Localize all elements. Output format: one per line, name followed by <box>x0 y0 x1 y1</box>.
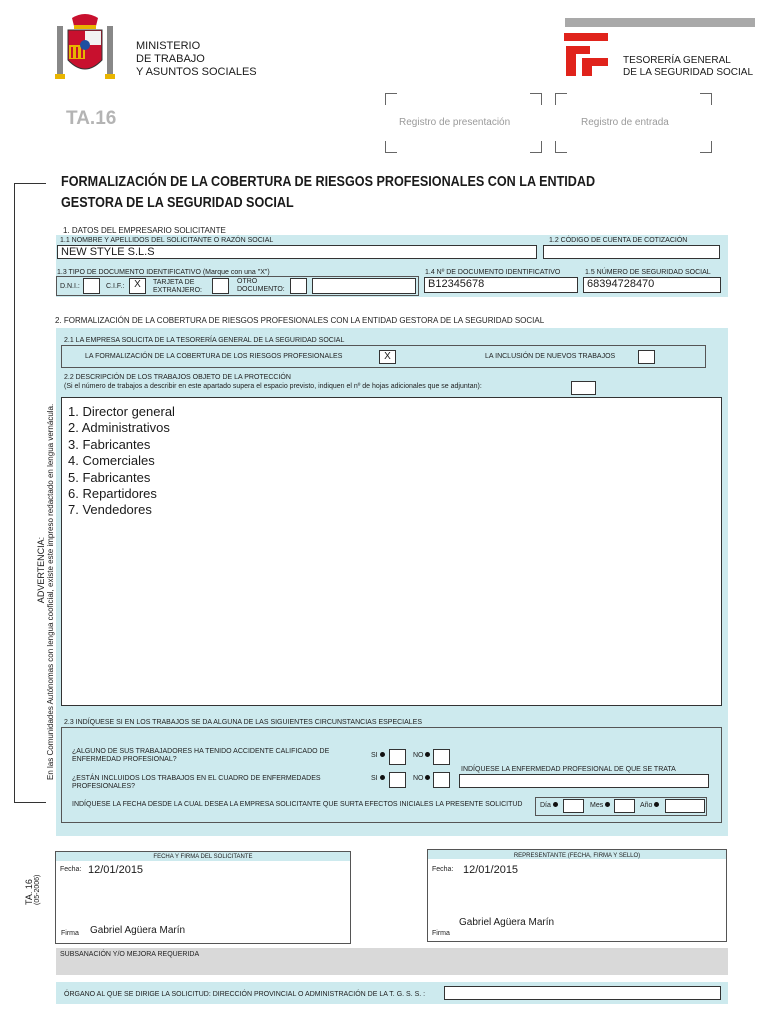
dni-label: D.N.I.: <box>60 283 80 290</box>
dia-field[interactable] <box>563 799 584 813</box>
mes-text: Mes <box>590 802 604 809</box>
q2-no-dot-icon <box>425 775 430 780</box>
dia-label <box>540 802 558 810</box>
bracket-tl <box>385 93 397 105</box>
organo-field[interactable] <box>444 986 721 1000</box>
q2-si-checkbox[interactable] <box>389 772 406 788</box>
q2-label <box>72 775 321 791</box>
registro-presentacion: Registro de presentación <box>399 117 511 128</box>
q1-si-dot-icon <box>380 752 385 757</box>
bracket2-tl <box>555 93 567 105</box>
title-line-1: FORMALIZACIÓN DE LA COBERTURA DE RIESGOS PROFESIONALES CON LA ENTIDAD <box>61 173 596 190</box>
dni-checkbox[interactable] <box>83 278 100 294</box>
solicitante-firma-label: Firma <box>61 930 79 937</box>
q1-no-label <box>413 752 430 760</box>
q2-no-checkbox[interactable] <box>433 772 450 788</box>
s22-label: 2.2 DESCRIPCIÓN DE LOS TRABAJOS OBJETO DE LA PROTECCIÓN <box>64 374 291 381</box>
side-form-code: TA. 16 <box>24 879 34 905</box>
q1-label <box>72 748 329 764</box>
enfermedad-field[interactable] <box>459 774 709 788</box>
q1-line-1: ¿ALGUNO DE SUS TRABAJADORES HA TENIDO ACCIDENTE CALIFICADO DE <box>72 748 330 755</box>
otro-checkbox[interactable] <box>290 278 307 294</box>
side-form-id <box>24 845 42 905</box>
solicitante-fecha-value[interactable]: 12/01/2015 <box>88 864 144 876</box>
doc-number-label: 1.4 Nº DE DOCUMENTO IDENTIFICATIVO <box>425 269 561 276</box>
tarjeta-label <box>153 279 202 295</box>
job-item: 2. Administrativos <box>68 420 170 436</box>
tgss-logo-icon <box>560 32 610 76</box>
side-form-date: (05-2006) <box>34 874 41 905</box>
job-item: 3. Fabricantes <box>68 436 151 452</box>
section2-heading: 2. FORMALIZACIÓN DE LA COBERTURA DE RIESGOS PROFESIONALES CON LA ENTIDAD GESTORA DE LA SEGURIDAD SOCIAL <box>55 316 545 325</box>
q1-no-text: NO <box>413 752 424 759</box>
representante-firma-value[interactable]: Gabriel Agüera Marín <box>459 917 555 928</box>
side-note <box>36 360 56 780</box>
nss-label: 1.5 NÚMERO DE SEGURIDAD SOCIAL <box>585 269 711 276</box>
dia-dot-icon <box>553 802 558 807</box>
anio-text: Año <box>640 802 653 809</box>
q2-si-dot-icon <box>380 775 385 780</box>
s21-label: 2.1 LA EMPRESA SOLICITA DE LA TESORERÍA GENERAL DE LA SEGURIDAD SOCIAL <box>64 337 345 344</box>
fecha-efectos-label: INDÍQUESE LA FECHA DESDE LA CUAL DESEA LA EMPRESA SOLICITANTE QUE SURTA EFECTOS INICIALES LA PRESENTE SOLICITUD <box>72 801 523 808</box>
solicitante-fecha-label: Fecha: <box>60 866 82 873</box>
subsanacion-label: SUBSANACIÓN Y/O MEJORA REQUERIDA <box>60 951 200 958</box>
anio-label <box>640 802 659 810</box>
otro-label <box>237 278 285 294</box>
enfermedad-label: INDÍQUESE LA ENFERMEDAD PROFESIONAL DE QUE SE TRATA <box>461 766 676 773</box>
otro-label-2: DOCUMENTO: <box>237 286 285 293</box>
s22-note: (Si el número de trabajos a describir en este apartado supera el espacio previsto, indiquen el nº de hojas adicionales que se adjuntan): <box>64 383 482 390</box>
doc-number-field[interactable]: B12345678 <box>424 277 578 293</box>
ccc-field[interactable] <box>543 245 720 259</box>
formalizacion-checkbox[interactable]: X <box>379 350 396 364</box>
tarjeta-checkbox[interactable] <box>212 278 229 294</box>
name-label: 1.1 NOMBRE Y APELLIDOS DEL SOLICITANTE O RAZÓN SOCIAL <box>60 237 274 244</box>
q1-no-dot-icon <box>425 752 430 757</box>
solicitante-firma-value[interactable]: Gabriel Agüera Marín <box>90 925 186 936</box>
tarjeta-label-2: EXTRANJERO: <box>153 287 203 294</box>
ccc-label: 1.2 CÓDIGO DE CUENTA DE COTIZACIÓN <box>549 237 688 244</box>
q1-si-text: SI <box>371 752 378 759</box>
inclusion-label: LA INCLUSIÓN DE NUEVOS TRABAJOS <box>485 353 616 360</box>
s23-label: 2.3 INDÍQUESE SI EN LOS TRABAJOS SE DA ALGUNA DE LAS SIGUIENTES CIRCUNSTANCIAS ESPECIALES <box>64 719 423 726</box>
mes-dot-icon <box>605 802 610 807</box>
job-item: 6. Repartidores <box>68 486 157 502</box>
title-line-2: GESTORA DE LA SEGURIDAD SOCIAL <box>61 194 294 211</box>
bracket2-br <box>700 141 712 153</box>
q2-line-1: ¿ESTÁN INCLUIDOS LOS TRABAJOS EN EL CUADRO DE ENFERMEDADES <box>72 775 321 782</box>
anio-field[interactable] <box>665 799 705 813</box>
otro-documento-field[interactable] <box>312 278 416 294</box>
dia-text: Día <box>540 802 551 809</box>
job-item: 5. Fabricantes <box>68 469 151 485</box>
q1-si-label <box>371 752 385 760</box>
mes-label <box>590 802 610 810</box>
bracket-br <box>530 141 542 153</box>
bracket2-bl <box>555 141 567 153</box>
bracket-tr <box>530 93 542 105</box>
representante-heading: REPRESENTANTE (FECHA, FIRMA Y SELLO) <box>513 853 641 859</box>
job-item: 7. Vendedores <box>68 502 152 518</box>
q1-si-checkbox[interactable] <box>389 749 406 765</box>
signature-representante-box <box>427 849 727 942</box>
representante-fecha-label: Fecha: <box>432 866 454 873</box>
page-title <box>61 171 595 213</box>
anio-dot-icon <box>654 802 659 807</box>
q1-line-2: ENFERMEDAD PROFESIONAL? <box>72 756 177 763</box>
inclusion-checkbox[interactable] <box>638 350 655 364</box>
agency-line-2: DE LA SEGURIDAD SOCIAL <box>623 67 754 78</box>
tarjeta-label-1: TARJETA DE <box>153 279 195 286</box>
registro-entrada: Registro de entrada <box>581 117 669 128</box>
representante-firma-label: Firma <box>432 930 450 937</box>
q2-no-label <box>413 775 430 783</box>
name-field[interactable]: NEW STYLE S.L.S <box>57 245 537 259</box>
form-code: TA.16 <box>66 108 117 129</box>
nss-field[interactable]: 68394728470 <box>583 277 721 293</box>
section1-heading: 1. DATOS DEL EMPRESARIO SOLICITANTE <box>63 226 226 235</box>
representante-fecha-value[interactable]: 12/01/2015 <box>463 864 519 876</box>
cif-label: C.I.F.: <box>106 283 125 290</box>
cif-checkbox[interactable]: X <box>129 278 146 294</box>
jobs-textarea[interactable] <box>61 397 722 706</box>
q1-no-checkbox[interactable] <box>433 749 450 765</box>
bracket-bl <box>385 141 397 153</box>
q2-no-text: NO <box>413 775 424 782</box>
doc-type-label: 1.3 TIPO DE DOCUMENTO IDENTIFICATIVO (Marque con una "X") <box>57 269 270 276</box>
agency-line-1: TESORERÍA GENERAL <box>623 55 731 66</box>
spain-coat-of-arms-icon <box>52 12 118 86</box>
organo-label: ÓRGANO AL QUE SE DIRIGE LA SOLICITUD: DIRECCIÓN PROVINCIAL O ADMINISTRACIÓN DE LA T. G. S. S. : <box>64 991 426 998</box>
bracket2-tr <box>700 93 712 105</box>
otro-label-1: OTRO <box>237 278 258 285</box>
job-item: 1. Director general <box>68 404 175 419</box>
q2-si-label <box>371 775 385 783</box>
q2-si-text: SI <box>371 775 378 782</box>
ministry-line-3: Y ASUNTOS SOCIALES <box>136 66 257 78</box>
side-line-1: En las Comunidades Autónomas con lengua cooficial, existe este impreso redactado en lengua vernácula. <box>46 403 55 780</box>
hojas-adicionales-field[interactable] <box>571 381 596 395</box>
job-item: 4. Comerciales <box>68 453 155 469</box>
mes-field[interactable] <box>614 799 635 813</box>
side-advertencia: ADVERTENCIA: <box>36 536 46 604</box>
solicitante-heading: FECHA Y FIRMA DEL SOLICITANTE <box>153 854 253 860</box>
q2-line-2: PROFESIONALES? <box>72 783 136 790</box>
formalizacion-label: LA FORMALIZACIÓN DE LA COBERTURA DE LOS RIESGOS PROFESIONALES <box>85 353 343 360</box>
ministry-line-1: MINISTERIO <box>136 40 201 52</box>
ministry-line-2: DE TRABAJO <box>136 53 205 65</box>
top-gray-bar <box>565 18 755 27</box>
